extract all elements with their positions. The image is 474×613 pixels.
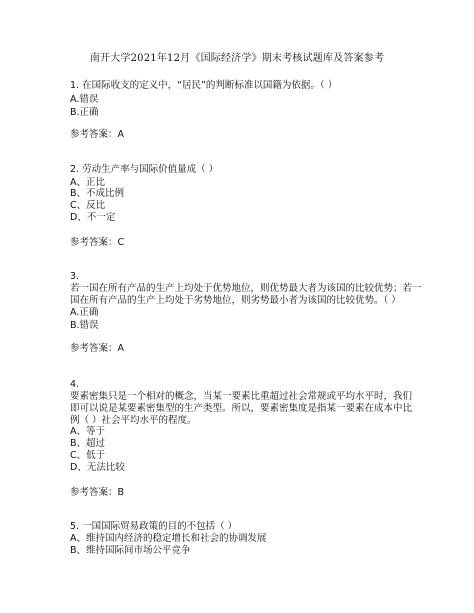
- question-4-option-a: A、等于: [70, 426, 105, 437]
- question-2-option-a: A、正比: [70, 177, 105, 188]
- question-3-option-a: A.正确: [70, 307, 99, 318]
- question-2-answer: 参考答案：C: [70, 237, 125, 248]
- question-2-option-c: C、反比: [70, 200, 106, 211]
- question-5-stem: 5. 一国国际贸易政策的目的不包括（ ）: [70, 521, 238, 532]
- question-2-option-b: B、不成比例: [70, 188, 125, 199]
- question-4-stem-line-1: 要素密集只是一个相对的概念，当某一要素比重超过社会常规或平均水平时，我们: [70, 391, 413, 402]
- question-4-option-b: B、超过: [70, 438, 106, 449]
- question-4-option-c: C、低于: [70, 450, 106, 461]
- question-2-option-d: D、不一定: [70, 212, 116, 223]
- question-5-option-a: A、维持国内经济的稳定增长和社会的协调发展: [70, 533, 267, 544]
- question-3-answer: 参考答案：A: [70, 343, 124, 354]
- question-3-stem-line-2: 国在所有产品的生产上均处于劣势地位，则劣势最小者为该国的比较优势。（ ）: [70, 295, 401, 306]
- question-1-stem: 1. 在国际收支的定义中，“居民”的判断标准以国籍为依据。（ ）: [70, 80, 338, 91]
- question-1-option-b: B.正确: [70, 107, 99, 118]
- question-1-answer: 参考答案：A: [70, 129, 124, 140]
- page-title: 南开大学2021年12月《国际经济学》期末考核试题库及答案参考: [89, 53, 385, 64]
- question-4-answer: 参考答案：B: [70, 487, 125, 498]
- question-4-stem-line-3: 例（ ）社会平均水平的程度。: [70, 415, 197, 426]
- question-4-option-d: D、无法比较: [70, 462, 125, 473]
- question-4-stem-line-2: 即可以说是某要素密集型的生产类型。所以，要素密集度是指某一要素在成本中比: [70, 403, 413, 414]
- question-3-stem-line-1: 若一国在所有产品的生产上均处于优势地位，则优势最大者为该国的比较优势；若一: [70, 283, 422, 294]
- question-1-option-a: A.错误: [70, 94, 99, 105]
- question-3-option-b: B.错误: [70, 320, 99, 331]
- question-4-number: 4.: [70, 379, 80, 390]
- question-5-option-b: B、维持国际间市场公平竞争: [70, 545, 191, 556]
- question-2-stem: 2. 劳动生产率与国际价值量成（ ）: [70, 164, 219, 175]
- question-3-number: 3.: [70, 271, 80, 282]
